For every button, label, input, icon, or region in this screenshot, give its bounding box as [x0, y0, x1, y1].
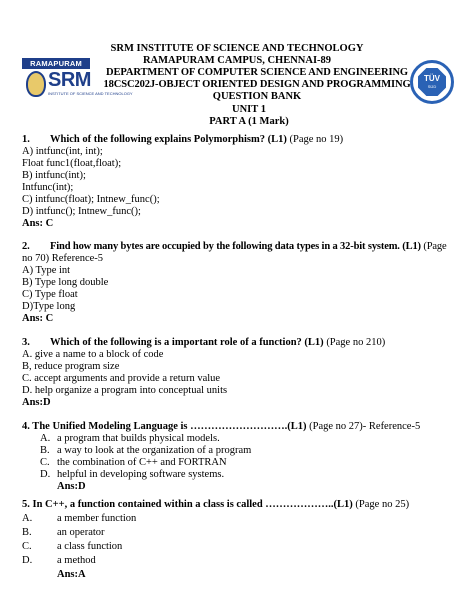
question-4-text: 4. The Unified Modeling Language is ……………………….(L1)	[22, 421, 307, 432]
question-3: 3. Which of the following is a important role of a function? (L1) (Page no 210)	[22, 337, 386, 348]
option: B) Type long double	[22, 277, 109, 288]
option: B) intfunc(int);	[22, 170, 86, 181]
answer-4: Ans:D	[57, 481, 86, 492]
option: a member function	[57, 513, 137, 524]
question-3-text: Which of the following is a important role of a function? (L1)	[50, 337, 324, 348]
answer-2: Ans: C	[22, 313, 54, 324]
option: C) intfunc(float); Intnew_func();	[22, 194, 160, 205]
institute-name: SRM INSTITUTE OF SCIENCE AND TECHNOLOGY	[110, 43, 364, 54]
option: C) Type float	[22, 289, 78, 300]
option: D. help organize a program into conceptual units	[22, 385, 228, 396]
answer-3: Ans:D	[22, 397, 51, 408]
option-letter: A.	[40, 433, 51, 444]
question-1: 1. Which of the following explains Polymorphism? (L1) (Page no 19)	[22, 134, 344, 145]
answer-5: Ans:A	[57, 569, 86, 580]
option: C. accept arguments and provide a return value	[22, 373, 221, 384]
option: an operator	[57, 527, 105, 538]
question-2-text: Find how many bytes are occupied by the following data types in a 32-bit system. (L1)	[50, 241, 421, 252]
option: helpful in developing software systems.	[57, 469, 225, 480]
logo-ribbon: RAMAPURAM	[22, 58, 90, 69]
campus-name: RAMAPURAM CAMPUS, CHENNAI-89	[142, 55, 332, 66]
part-title: PART A (1 Mark)	[209, 116, 289, 127]
question-5	[22, 499, 409, 511]
logo-srm-text: SRM	[48, 69, 91, 91]
question-4-ref: (Page no 27)- Reference-5	[306, 421, 421, 432]
option: Float func1(float,float);	[22, 158, 122, 169]
option-letter: D.	[40, 469, 51, 480]
option-letter: A.	[22, 513, 33, 524]
question-5-ref: (Page no 25)	[352, 499, 410, 510]
answer-1: Ans: C	[22, 218, 54, 229]
option: a method	[57, 555, 96, 566]
option: a way to look at the organization of a program	[57, 445, 252, 456]
question-4	[22, 421, 420, 433]
unit-title: UNIT 1	[232, 104, 266, 115]
option-letter: C.	[40, 457, 50, 468]
question-2: 2. Find how many bytes are occupied by the following data types in a 32-bit system. (L1) (Page	[22, 241, 447, 252]
option: A. give a name to a block of code	[22, 349, 164, 360]
option: A) intfunc(int, int);	[22, 146, 103, 157]
option: B, reduce program size	[22, 361, 120, 372]
option: A) Type int	[22, 265, 71, 276]
tuv-sud-logo: TÜV SÜD	[410, 60, 454, 104]
department-name: DEPARTMENT OF COMPUTER SCIENCE AND ENGINEERING	[106, 67, 408, 78]
option-letter: B.	[22, 527, 32, 538]
question-2-ref-cont: no 70) Reference-5	[22, 253, 104, 264]
option: the combination of C++ and FORTRAN	[57, 457, 227, 468]
option: D)Type long	[22, 301, 76, 312]
logo-tagline: INSTITUTE OF SCIENCE AND TECHNOLOGY	[48, 91, 133, 96]
course-title: 18CSC202J-OBJECT ORIENTED DESIGN AND PROGRAMMING	[103, 79, 411, 90]
question-2-ref: (Page	[420, 241, 447, 252]
question-1-ref: (Page no 19)	[286, 134, 344, 145]
question-5-text: 5. In C++, a function contained within a class is called ………………..(L1)	[22, 499, 353, 510]
option: a program that builds physical models.	[57, 433, 220, 444]
option-letter: B.	[40, 445, 50, 456]
question-1-text: Which of the following explains Polymorphism? (L1)	[50, 134, 287, 145]
question-3-ref: (Page no 210)	[323, 337, 386, 348]
option: D) intfunc(); Intnew_func();	[22, 206, 141, 217]
option: Intfunc(int);	[22, 182, 74, 193]
option: a class function	[57, 541, 123, 552]
option-letter: D.	[22, 555, 33, 566]
option-letter: C.	[22, 541, 32, 552]
question-bank-title: QUESTION BANK	[212, 91, 302, 102]
